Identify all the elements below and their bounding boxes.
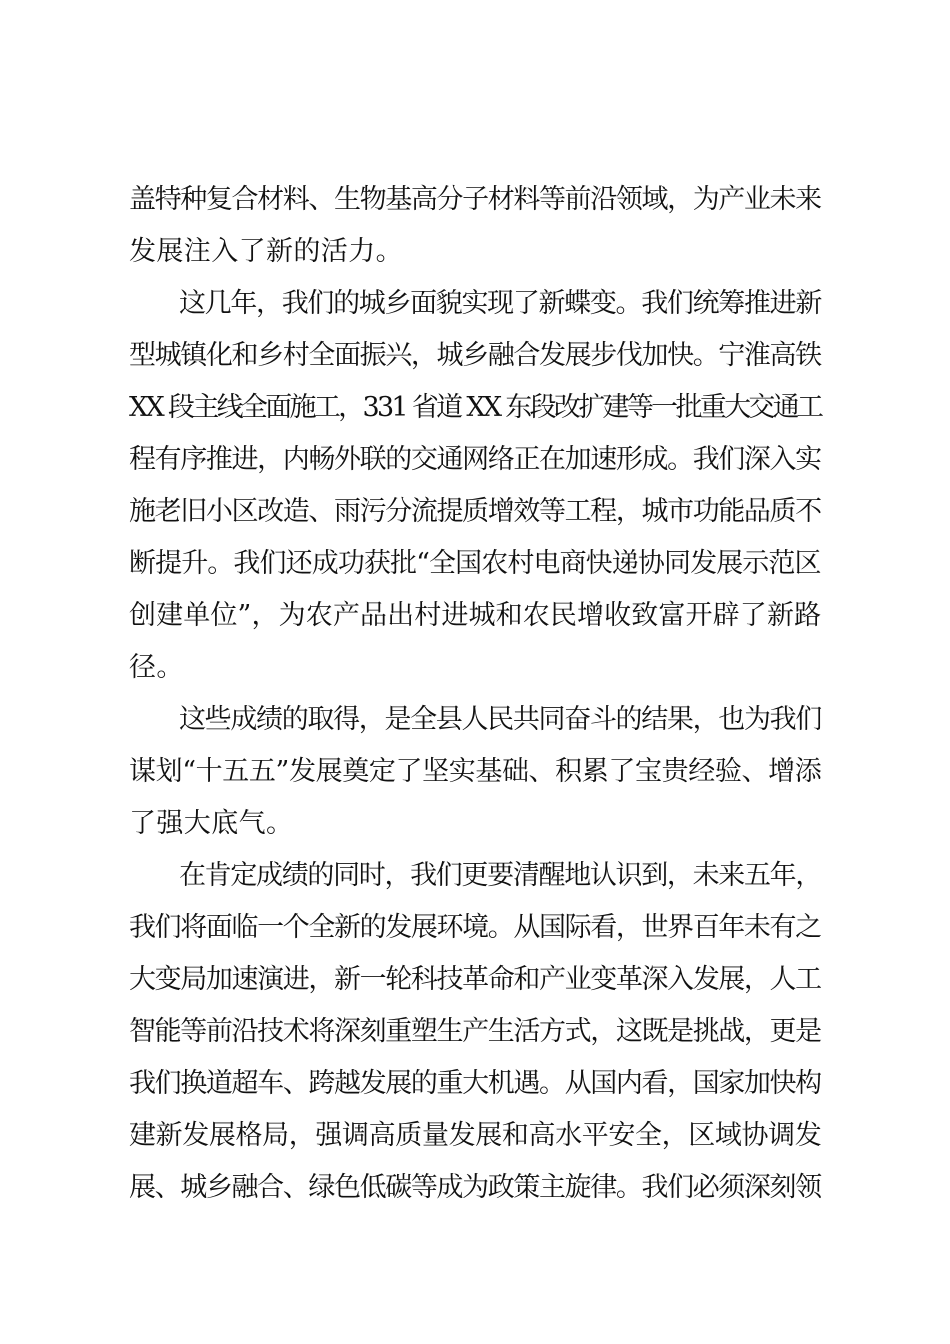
text-line: 谋划“十五五”发展奠定了坚实基础、积累了宝贵经验、增添 bbox=[129, 756, 822, 787]
text-line: 大变局加速演进，新一轮科技革命和产业变革深入发展，人工 bbox=[129, 964, 821, 995]
text-line: 建新发展格局，强调高质量发展和高水平安全，区域协调发 bbox=[129, 1120, 822, 1151]
text-line: 盖特种复合材料、生物基高分子材料等前沿领域，为产业未来 bbox=[129, 184, 821, 215]
text-line: 发展注入了新的活力。 bbox=[129, 236, 403, 267]
text-line: 了强大底气。 bbox=[129, 808, 294, 839]
text-line: XX 段主线全面施工，331 省道 XX 东段改扩建等一批重大交通工 bbox=[129, 392, 822, 423]
text-line: 断提升。我们还成功获批“全国农村电商快递协同发展示范区 bbox=[129, 548, 821, 579]
paragraph-first-line: 这几年，我们的城乡面貌实现了新蝶变。我们统筹推进新 bbox=[179, 288, 821, 319]
paragraph-first-line: 这些成绩的取得，是全县人民共同奋斗的结果，也为我们 bbox=[179, 704, 821, 735]
text-line: 智能等前沿技术将深刻重塑生产生活方式，这既是挑战，更是 bbox=[129, 1016, 821, 1047]
text-line: 施老旧小区改造、雨污分流提质增效等工程，城市功能品质不 bbox=[129, 496, 821, 527]
text-line: 我们换道超车、跨越发展的重大机遇。从国内看，国家加快构 bbox=[129, 1068, 821, 1099]
text-line: 我们将面临一个全新的发展环境。从国际看，世界百年未有之 bbox=[129, 912, 821, 943]
text-line: 程有序推进，内畅外联的交通网络正在加速形成。我们深入实 bbox=[129, 444, 821, 475]
paragraph-first-line: 在肯定成绩的同时，我们更要清醒地认识到，未来五年， bbox=[179, 860, 821, 891]
text-line: 展、城乡融合、绿色低碳等成为政策主旋律。我们必须深刻领 bbox=[129, 1172, 821, 1203]
text-line: 径。 bbox=[129, 652, 184, 683]
text-line: 创建单位”，为农产品出村进城和农民增收致富开辟了新路 bbox=[129, 600, 822, 631]
text-line: 型城镇化和乡村全面振兴，城乡融合发展步伐加快。宁淮高铁 bbox=[129, 340, 821, 371]
